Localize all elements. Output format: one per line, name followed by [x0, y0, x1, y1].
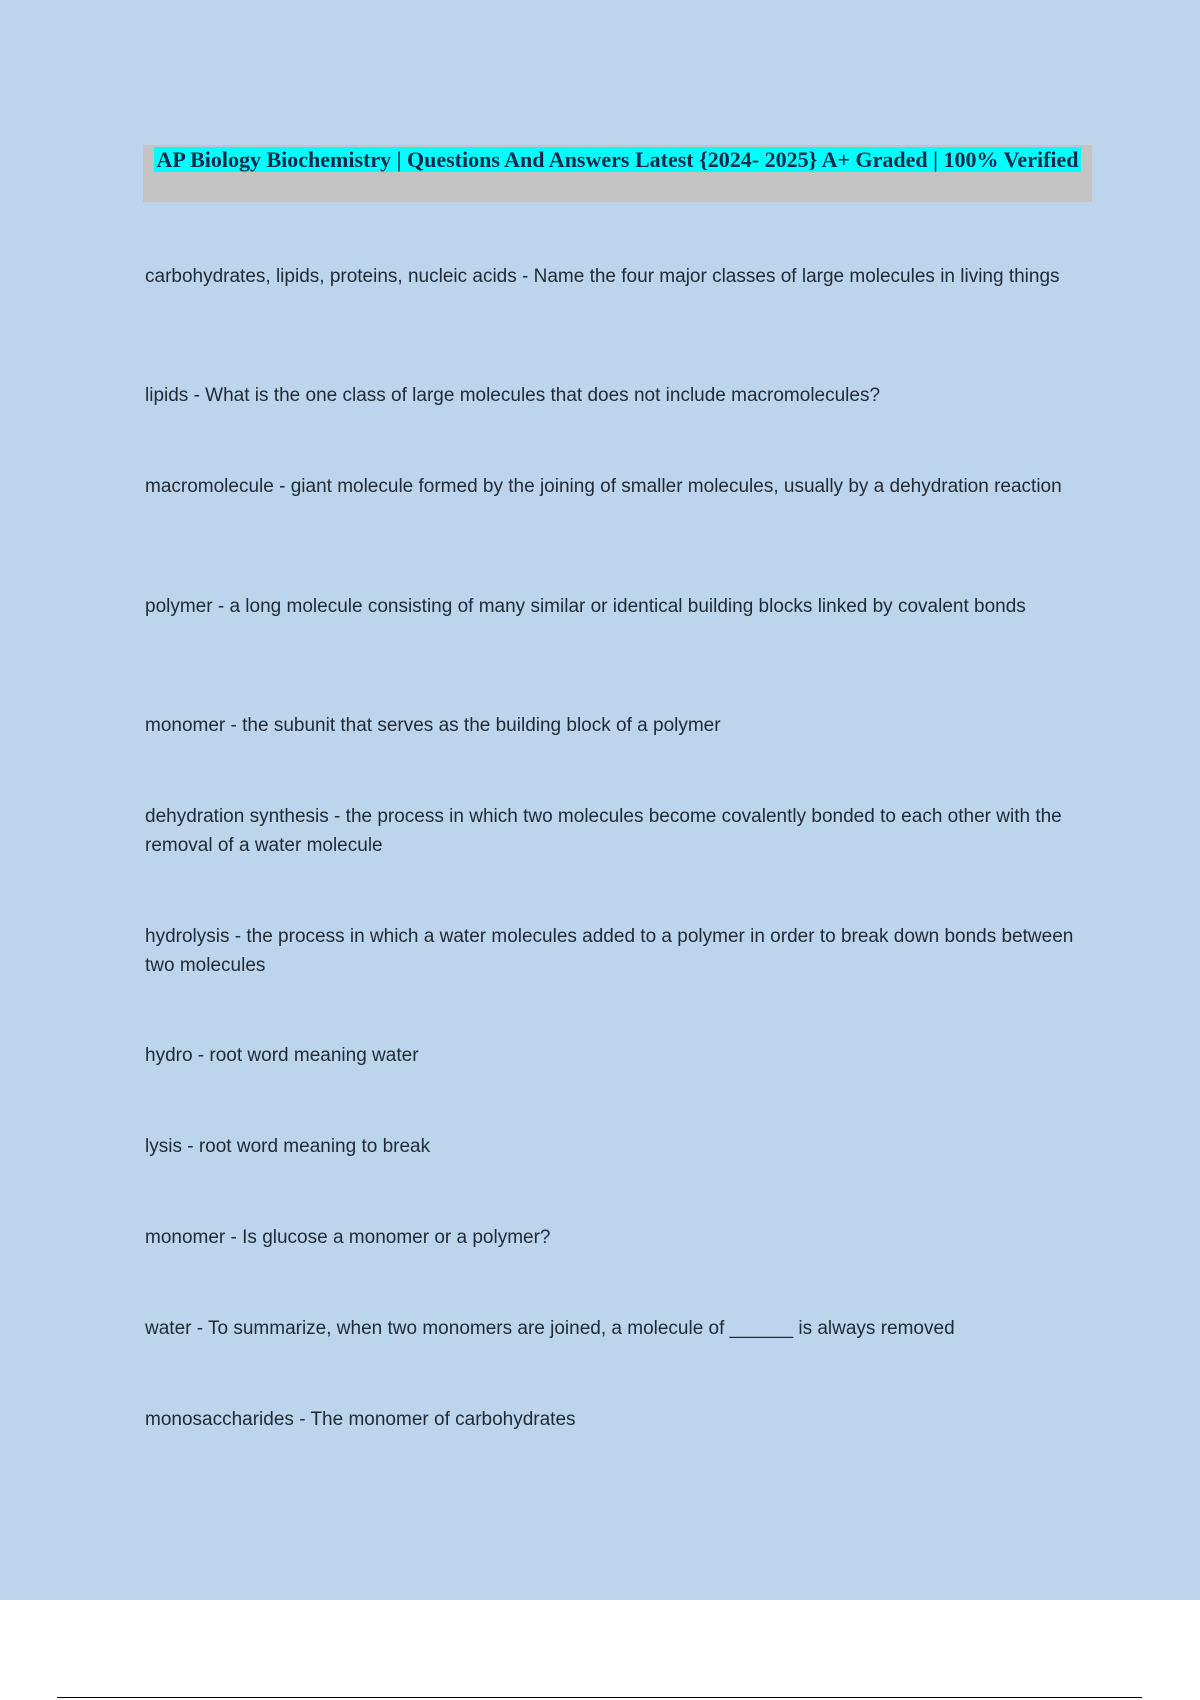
- qa-entry: hydro - root word meaning water: [145, 1045, 419, 1066]
- qa-entry: carbohydrates, lipids, proteins, nucleic acids - Name the four major classes of large molecules in living things: [145, 266, 1060, 287]
- footer-divider: [57, 1697, 1142, 1698]
- qa-entry: lipids - What is the one class of large molecules that does not include macromolecules?: [145, 385, 881, 406]
- qa-entry: monomer - Is glucose a monomer or a polymer?: [145, 1227, 551, 1248]
- qa-entry: water - To summarize, when two monomers are joined, a molecule of ______ is always removed: [145, 1318, 955, 1339]
- qa-entry: polymer - a long molecule consisting of many similar or identical building blocks linked by covalent bonds: [145, 596, 1026, 617]
- title-bar: [143, 145, 1092, 202]
- qa-entry: lysis - root word meaning to break: [145, 1136, 431, 1157]
- document-title: AP Biology Biochemistry | Questions And Answers Latest {2024- 2025} A+ Graded | 100% Verified: [156, 147, 1079, 172]
- qa-entry: hydrolysis - the process in which a water molecules added to a polymer in order to break down bonds between two molecules: [145, 926, 1074, 976]
- qa-entry: dehydration synthesis - the process in which two molecules become covalently bonded to each other with the removal of a water molecule: [145, 806, 1062, 856]
- qa-entry: monosaccharides - The monomer of carbohydrates: [145, 1409, 576, 1430]
- qa-entry: macromolecule - giant molecule formed by the joining of smaller molecules, usually by a dehydration reaction: [145, 476, 1062, 497]
- title-container: [143, 145, 1092, 173]
- qa-entry: monomer - the subunit that serves as the building block of a polymer: [145, 715, 721, 736]
